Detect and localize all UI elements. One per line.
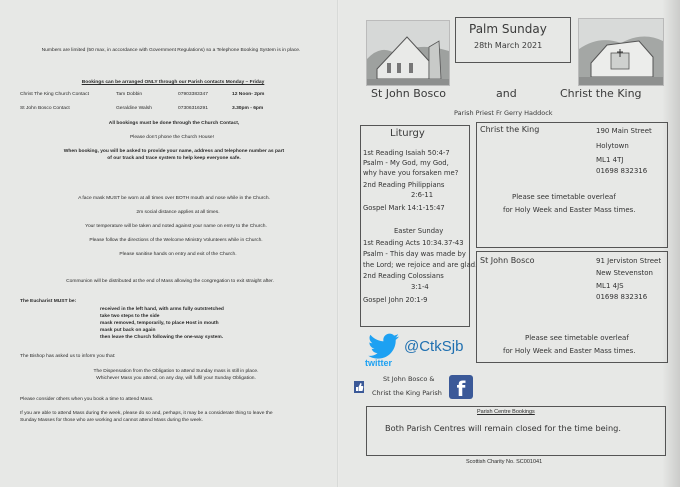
distance-line: 2m social distance applies at all times. — [136, 210, 220, 215]
eucharist-step: mask removed, temporarily, to place Host in mouth — [100, 321, 219, 326]
dispensation-line: Whichever Mass you attend, on any day, will fulfil your Sunday Obligation. — [96, 376, 256, 381]
thumbs-up-icon — [354, 380, 364, 396]
numbers-notice: Numbers are limited (50 max, in accordance with Government Regulations) so a Telephone Booking System is in place. — [41, 48, 301, 53]
weekday-line: If you are able to attend Mass during the week, please do so and, perhaps, it may be a considerate thing to leave the — [20, 411, 273, 416]
contact-parish: Christ The King Church Contact — [20, 92, 89, 97]
sjb-box-name: St John Bosco — [480, 256, 535, 265]
timetable-note: Please see timetable overleaf — [512, 193, 616, 201]
temperature-line: Your temperature will be taken and noted against your name on entry to the Church. — [85, 224, 267, 229]
eucharist-heading: The Eucharist MUST be: — [20, 299, 77, 304]
address-line: 01698 832316 — [596, 167, 648, 175]
reading-line: 3:1-4 — [411, 283, 429, 291]
bishop-line: The Bishop has asked us to inform you that: — [20, 354, 116, 359]
address-line: New Stevenston — [596, 269, 653, 277]
christ-the-king-box — [476, 122, 668, 248]
dispensation-line: The Dispensation from the Obligation to attend Sunday mass is still in place. — [93, 369, 259, 374]
facebook-icon[interactable]: f — [449, 375, 473, 399]
reading-line: Psalm - My God, my God, — [363, 159, 449, 167]
contact-time: 12 Noon- 2pm — [232, 92, 265, 97]
and-word: and — [496, 87, 517, 100]
page-title: Palm Sunday — [469, 22, 547, 36]
contact-name: Geraldine Walsh — [116, 106, 152, 111]
reading-line: 2nd Reading Philippians — [363, 181, 445, 189]
booking-info-line: of our track and trace system to help keep everyone safe. — [107, 156, 241, 161]
all-bookings-line: All bookings must be done through the Church Contact, — [108, 121, 240, 126]
parish-name-right: Christ the King — [560, 87, 642, 100]
dont-phone-line: Please don’t phone the Church House! — [129, 135, 215, 140]
contact-phone: 07306316291 — [178, 106, 208, 111]
address-line: 190 Main Street — [596, 127, 652, 135]
address-line: 91 Jerviston Street — [596, 257, 662, 265]
facebook-line: Christ the King Parish — [372, 389, 442, 397]
eucharist-step: then leave the Church following the one-way system. — [100, 335, 224, 340]
contact-name: Tam Dobbin — [116, 92, 143, 97]
reading-line: 2nd Reading Colossians — [363, 272, 444, 280]
face-mask-line: A face mask MUST be worn at all times over BOTH mouth and nose while in the Church. — [78, 196, 270, 201]
ctk-box-name: Christ the King — [480, 125, 540, 134]
liturgy-heading: Liturgy — [390, 128, 425, 139]
communion-line: Communion will be distributed at the end of Mass allowing the congregation to exit straight after. — [66, 279, 274, 284]
reading-line: Psalm - This day was made by — [363, 250, 466, 258]
contact-parish: St John Bosco Contact — [20, 106, 70, 111]
st-john-bosco-church-image — [366, 20, 450, 86]
reading-line: Gospel Mark 14:1-15:47 — [363, 204, 445, 212]
twitter-wordmark: twitter — [365, 358, 392, 368]
reading-line: Gospel John 20:1-9 — [363, 296, 428, 304]
twitter-handle[interactable]: @CtkSjb — [404, 338, 464, 355]
reading-line: 1st Reading Acts 10:34.37-43 — [363, 239, 464, 247]
charity-number: Scottish Charity No. SC001041 — [466, 459, 543, 465]
date: 28th March 2021 — [474, 41, 543, 50]
page-fold — [337, 0, 339, 487]
weekday-line: Sunday Masses for those who are working and cannot attend Mass during the week. — [20, 418, 203, 423]
contact-time: 3.30pm - 6pm — [232, 106, 264, 111]
parish-name-left: St John Bosco — [371, 87, 446, 100]
timetable-note: Please see timetable overleaf — [525, 334, 629, 342]
directions-line: Please follow the directions of the Welcome Ministry Volunteers while in Church. — [89, 238, 263, 243]
reading-line: the Lord; we rejoice and are glad. — [363, 261, 478, 269]
reading-line: why have you forsaken me? — [363, 169, 459, 177]
address-line: ML1 4TJ — [596, 156, 624, 164]
page-edge-shadow — [662, 0, 680, 487]
address-line: ML1 4JS — [596, 282, 624, 290]
parish-centre-heading: Parish Centre Bookings — [477, 409, 535, 415]
bookings-heading: Bookings can be arranged ONLY through our Parish contacts Monday – Friday — [81, 80, 265, 85]
eucharist-step: received in the left hand, with arms fully outstretched — [100, 307, 224, 312]
eucharist-step: mask put back on again — [100, 328, 156, 333]
reading-line: 1st Reading Isaiah 50:4-7 — [363, 149, 450, 157]
christ-the-king-church-image — [578, 18, 664, 86]
eucharist-step: take two steps to the side — [100, 314, 160, 319]
address-line: Holytown — [596, 142, 629, 150]
consider-line: Please consider others when you book a time to attend Mass. — [20, 397, 154, 402]
timetable-note: for Holy Week and Easter Mass times. — [503, 347, 636, 355]
address-line: 01698 832316 — [596, 293, 648, 301]
sanitise-line: Please sanitise hands on entry and exit of the Church. — [119, 252, 237, 257]
easter-sunday-heading: Easter Sunday — [394, 227, 444, 235]
contact-phone: 07903383347 — [178, 92, 208, 97]
facebook-line: St John Bosco & — [383, 375, 435, 383]
parish-centre-text: Both Parish Centres will remain closed for the time being. — [385, 423, 621, 433]
timetable-note: for Holy Week and Easter Mass times. — [503, 206, 636, 214]
reading-line: 2:6-11 — [411, 191, 434, 199]
booking-info-line: When booking, you will be asked to provide your name, address and telephone number as part — [63, 149, 285, 154]
parish-priest: Parish Priest Fr Gerry Haddock — [454, 109, 553, 117]
